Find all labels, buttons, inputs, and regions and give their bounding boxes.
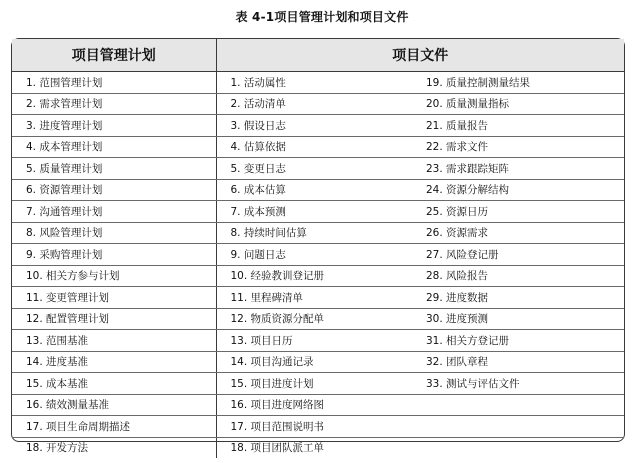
plan-cell: 11. 变更管理计划 [12,287,216,309]
plan-cell: 8. 风险管理计划 [12,222,216,244]
document-cell: 8. 持续时间估算 [216,222,414,244]
document-cell: 11. 里程碑清单 [216,287,414,309]
plan-cell: 9. 采购管理计划 [12,244,216,266]
document-cell: 22. 需求文件 [414,136,624,158]
table-header-row [12,39,624,72]
table-row [12,72,624,94]
document-cell: 26. 资源需求 [414,222,624,244]
document-cell: 32. 团队章程 [414,351,624,373]
table-row [12,136,624,158]
document-cell: 10. 经验教训登记册 [216,265,414,287]
plan-cell: 2. 需求管理计划 [12,93,216,115]
table-row [12,222,624,244]
document-cell: 5. 变更日志 [216,158,414,180]
document-cell: 12. 物质资源分配单 [216,308,414,330]
plan-cell: 16. 绩效测量基准 [12,394,216,416]
table-row [12,93,624,115]
document-cell: 17. 项目范围说明书 [216,416,414,438]
document-cell: 25. 资源日历 [414,201,624,223]
plan-cell: 4. 成本管理计划 [12,136,216,158]
header-project-documents: 项目文件 [216,39,624,72]
table-row [12,330,624,352]
table-row [12,265,624,287]
document-cell: 15. 项目进度计划 [216,373,414,395]
plan-cell: 18. 开发方法 [12,437,216,458]
table-row [12,201,624,223]
plan-cell: 5. 质量管理计划 [12,158,216,180]
document-cell: 2. 活动清单 [216,93,414,115]
document-cell: 31. 相关方登记册 [414,330,624,352]
document-cell: 30. 进度预测 [414,308,624,330]
table-row [12,437,624,458]
document-cell: 19. 质量控制测量结果 [414,72,624,94]
document-cell: 23. 需求跟踪矩阵 [414,158,624,180]
document-cell: 27. 风险登记册 [414,244,624,266]
plan-cell: 6. 资源管理计划 [12,179,216,201]
plan-cell: 1. 范围管理计划 [12,72,216,94]
document-cell: 4. 估算依据 [216,136,414,158]
table-row [12,351,624,373]
plan-docs-table [11,38,625,455]
table-row [12,115,624,137]
document-cell: 3. 假设日志 [216,115,414,137]
document-cell: 20. 质量测量指标 [414,93,624,115]
document-cell [414,394,624,416]
table-row [12,308,624,330]
plan-cell: 15. 成本基准 [12,373,216,395]
document-cell: 1. 活动属性 [216,72,414,94]
document-cell: 29. 进度数据 [414,287,624,309]
document-cell: 24. 资源分解结构 [414,179,624,201]
plan-cell: 13. 范围基准 [12,330,216,352]
document-cell [414,437,624,458]
plan-cell: 14. 进度基准 [12,351,216,373]
plan-cell: 12. 配置管理计划 [12,308,216,330]
document-cell: 9. 问题日志 [216,244,414,266]
table-row [12,158,624,180]
table-row [12,373,624,395]
document-cell [414,416,624,438]
table-body [12,72,624,459]
header-project-management-plan: 项目管理计划 [12,39,216,72]
document-cell: 21. 质量报告 [414,115,624,137]
table-row [12,244,624,266]
document-cell: 16. 项目进度网络图 [216,394,414,416]
table-row [12,179,624,201]
document-cell: 14. 项目沟通记录 [216,351,414,373]
document-cell: 6. 成本估算 [216,179,414,201]
table-row [12,416,624,438]
table-row [12,394,624,416]
table-row [12,287,624,309]
document-cell: 13. 项目日历 [216,330,414,352]
document-cell: 28. 风险报告 [414,265,624,287]
plan-cell: 10. 相关方参与计划 [12,265,216,287]
plan-cell: 3. 进度管理计划 [12,115,216,137]
plan-cell: 7. 沟通管理计划 [12,201,216,223]
document-cell: 33. 测试与评估文件 [414,373,624,395]
plan-cell: 17. 项目生命周期描述 [12,416,216,438]
document-cell: 18. 项目团队派工单 [230,442,325,455]
document-cell: 7. 成本预测 [216,201,414,223]
table-caption: 表 4-1项目管理计划和项目文件 [235,10,409,24]
